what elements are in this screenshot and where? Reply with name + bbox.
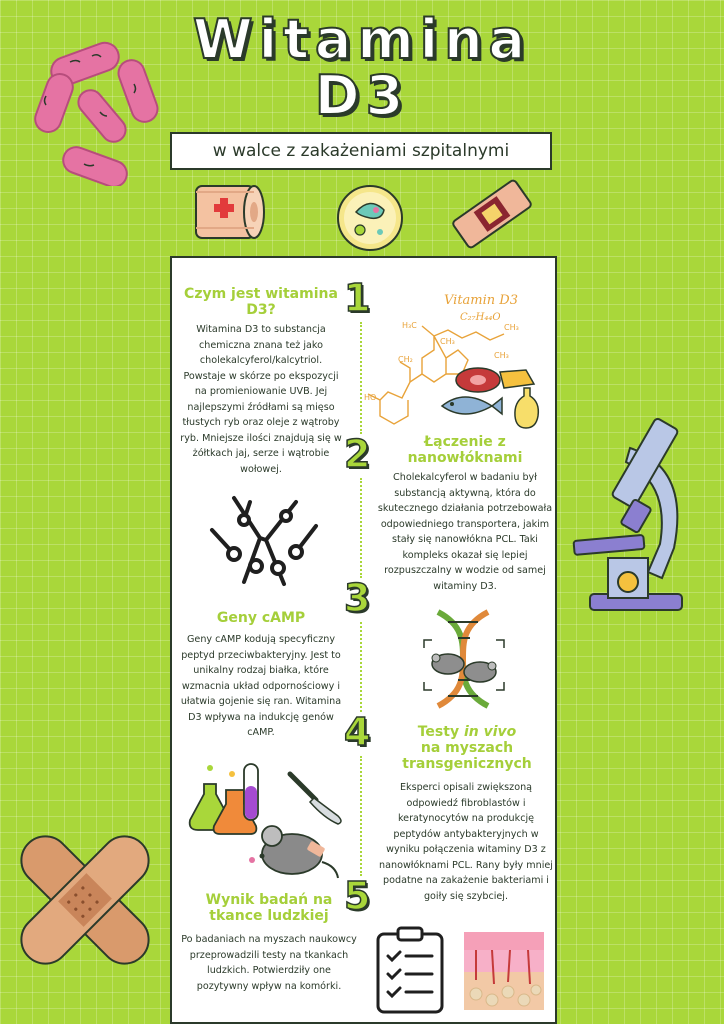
step-number-5: 5 [344, 874, 371, 918]
svg-text:CH₂: CH₂ [398, 355, 413, 364]
svg-text:H₃C: H₃C [402, 321, 417, 330]
scalpel-icon [286, 768, 346, 828]
formula-name: Vitamin D3 [444, 293, 518, 308]
step-4-heading-em: in vivo [463, 724, 517, 740]
step-1-text: Witamina D3 to substancja chemiczna znana też jako cholekalcyferol/kalcytriol. Powstaje w skórze po ekspozycji na promieniowanie UVB. Jej najlepszymi źródłami są mięso tłustych ryb oraz oleje z wątroby ryb. Mniejsze ilości znajdują się w żółtkach jaj, serze i wątrobie wołowej. [180, 324, 342, 475]
bandage-roll-icon [190, 178, 268, 248]
page-title: Witamina [193, 8, 531, 71]
skin-tissue-icon [462, 930, 546, 1012]
subtitle-box [170, 132, 552, 170]
step-number-3: 3 [344, 576, 371, 620]
step-number-2: 2 [344, 432, 371, 476]
mouse-dna-icon [418, 608, 510, 710]
timeline-segment [360, 478, 362, 578]
subtitle: w walce z zakażeniami szpitalnymi [212, 141, 510, 161]
step-4-heading-post: na myszach transgenicznych [402, 740, 532, 773]
step-5-heading: Wynik badań na tkance ludzkiej [205, 892, 333, 925]
step-4-text: Eksperci opisali zwiększoną odpowiedź fibroblastów i keratynocytów na produkcję peptydów antybakteryjnych w wyniku połączenia witaminy D3 z nanowłóknami PCL. Rany były mniej podatne na zakażenie bakteriami i goiły się szybciej. [379, 782, 553, 902]
step-number-4: 4 [344, 710, 371, 754]
svg-text:CH₃: CH₃ [504, 323, 519, 332]
step-5-text: Po badaniach na myszach naukowcy przeprowadzili testy na tkankach ludzkich. Potwierdziły one pozytywny wpływ na komórki. [181, 934, 357, 992]
step-4-heading [380, 724, 554, 772]
microbe-icon [334, 182, 406, 254]
crossed-plasters-icon [10, 820, 160, 980]
neuron-icon [204, 490, 324, 590]
step-2-text: Cholekalcyferol w badaniu był substancją aktywną, która do skutecznego działania potrzebowała odpowiedniego transportera, jakim stały się nanowłókna PCL. Taki kompleks okazał się lepiej rozpuszczalny w wodzie od samej witaminy D3. [377, 472, 553, 592]
mouse-icon [248, 822, 340, 882]
plaster-icon [450, 176, 534, 252]
step-3-heading: Geny cAMP [216, 610, 306, 626]
timeline-segment [360, 622, 362, 712]
svg-text:CH₃: CH₃ [440, 337, 455, 346]
page-title-line2: D3 [314, 64, 410, 127]
timeline-segment [360, 756, 362, 876]
svg-text:CH₃: CH₃ [494, 351, 509, 360]
food-sources-icon [438, 366, 550, 432]
bacteria-icon [20, 36, 170, 186]
microscope-icon [568, 408, 698, 618]
step-2-heading: Łączenie z nanowłóknami [407, 434, 523, 467]
step-number-1: 1 [344, 276, 371, 320]
step-1-heading: Czym jest witamina D3? [184, 286, 338, 319]
step-3-text: Geny cAMP kodują specyficzny peptyd przeciwbakteryjny. Jest to unikalny rodzaj białka, które wzmacnia układ odpornościowy i ułatwia gojenie się ran. Witamina D3 wpływa na indukcję genów cAMP. [180, 634, 342, 739]
svg-text:HO: HO [364, 393, 377, 402]
svg-text:C₂₇H₄₄O: C₂₇H₄₄O [460, 312, 501, 323]
checklist-icon [374, 926, 446, 1014]
step-4-heading-pre: Testy [417, 724, 464, 740]
